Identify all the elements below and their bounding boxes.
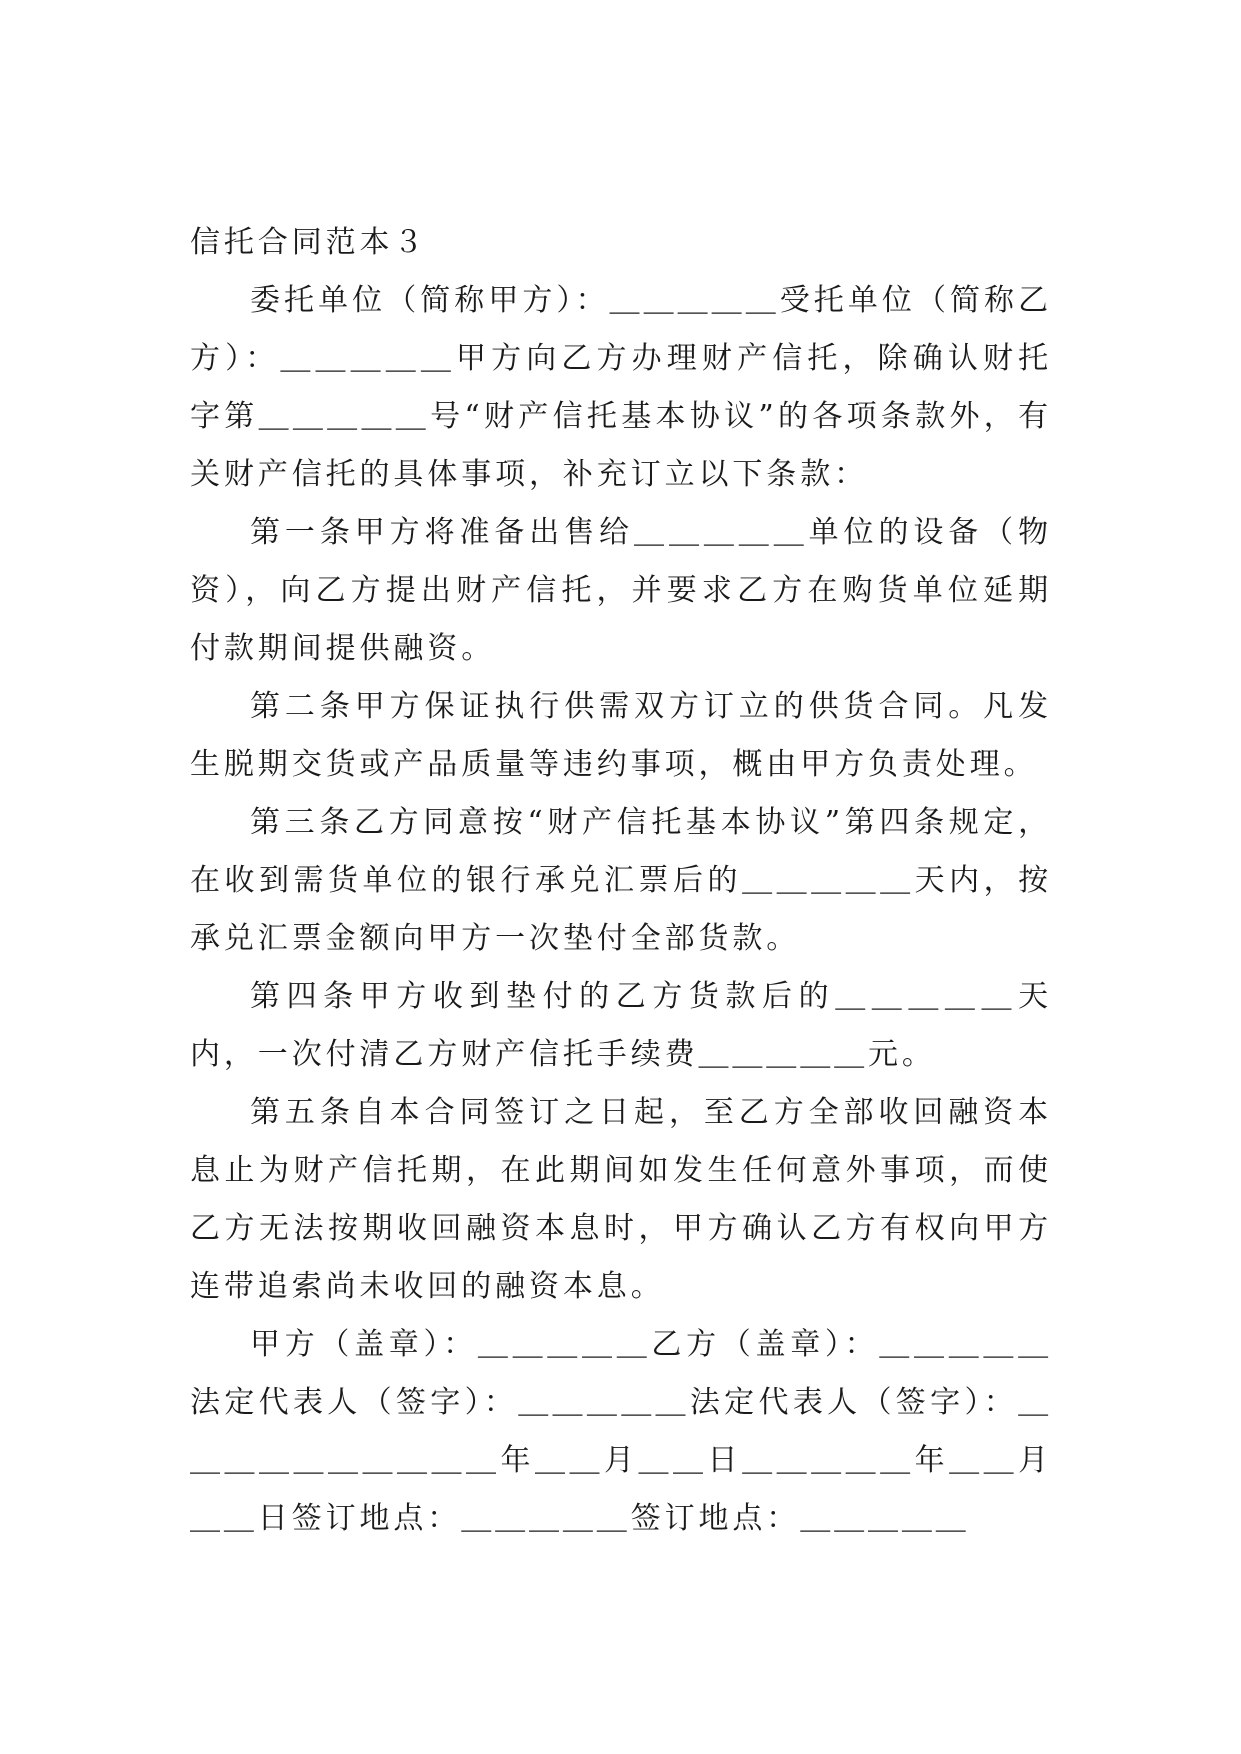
- article-1-paragraph: 第一条甲方将准备出售给＿＿＿＿＿单位的设备（物资），向乙方提出财产信托，并要求乙方在购货单位延期付款期间提供融资。: [190, 515, 1052, 666]
- article-3-paragraph: 第三条乙方同意按“财产信托基本协议”第四条规定，在收到需货单位的银行承兑汇票后的＿＿＿＿＿天内，按承兑汇票金额向甲方一次垫付全部货款。: [190, 805, 1052, 956]
- document-body: [190, 214, 1052, 1548]
- signature-block-paragraph: 甲方（盖章）：＿＿＿＿＿乙方（盖章）：＿＿＿＿＿法定代表人（签字）：＿＿＿＿＿法定代表人（签字）：＿＿＿＿＿＿＿＿＿＿年＿＿月＿＿日＿＿＿＿＿年＿＿月＿＿日签订地点：＿＿＿＿＿签订地点：＿＿＿＿＿: [190, 1327, 1052, 1536]
- article-5-paragraph: 第五条自本合同签订之日起，至乙方全部收回融资本息止为财产信托期，在此期间如发生任何意外事项，而使乙方无法按期收回融资本息时，甲方确认乙方有权向甲方连带追索尚未收回的融资本息。: [190, 1095, 1052, 1304]
- intro-paragraph: 委托单位（简称甲方）：＿＿＿＿＿受托单位（简称乙方）：＿＿＿＿＿甲方向乙方办理财产信托，除确认财托字第＿＿＿＿＿号“财产信托基本协议”的各项条款外，有关财产信托的具体事项，补充订立以下条款：: [190, 283, 1052, 492]
- document-title: 信托合同范本３: [190, 225, 428, 260]
- article-4-paragraph: 第四条甲方收到垫付的乙方货款后的＿＿＿＿＿天内，一次付清乙方财产信托手续费＿＿＿＿＿元。: [190, 979, 1052, 1072]
- article-2-paragraph: 第二条甲方保证执行供需双方订立的供货合同。凡发生脱期交货或产品质量等违约事项，概由甲方负责处理。: [190, 689, 1052, 782]
